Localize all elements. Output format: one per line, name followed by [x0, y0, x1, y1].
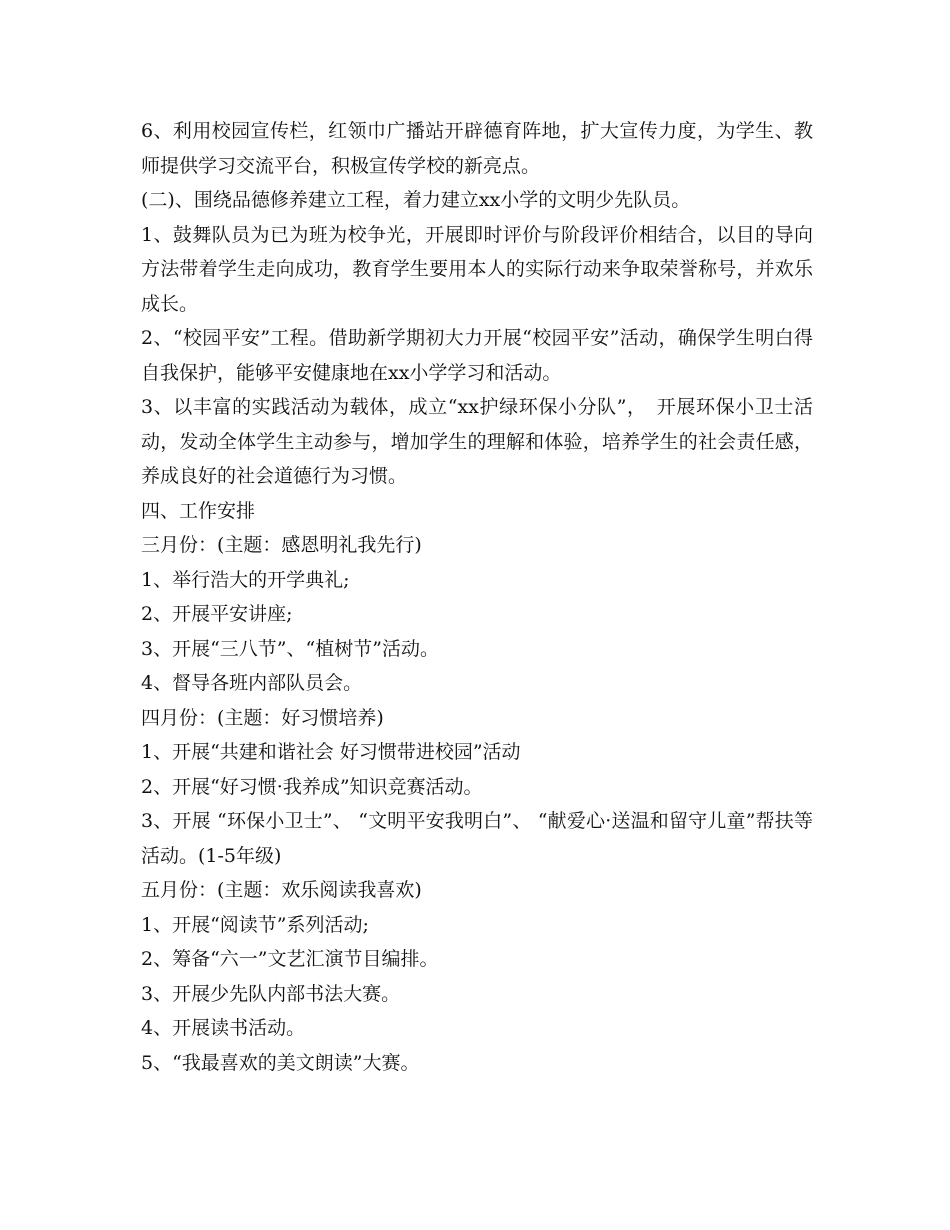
- list-item: 3、开展 “环保小卫士”、 “文明平安我明白”、 “献爱心·送温和留守儿童”帮扶等活动。(1-5年级): [141, 810, 813, 867]
- list-item: 1、开展“阅读节”系列活动;: [141, 913, 369, 936]
- section-heading-work-arrangement: 四、工作安排: [141, 499, 256, 522]
- document-body: [141, 114, 813, 1080]
- list-item: 4、开展读书活动。: [141, 1017, 306, 1039]
- paragraph-item-2-campus-safety: 2、“校园平安”工程。借助新学期初大力开展“校园平安”活动，确保学生明白得自我保护，能够平安健康地在xx小学学习和活动。: [141, 327, 813, 384]
- month-heading-march: 三月份：(主题：感恩明礼我先行): [141, 534, 422, 556]
- paragraph-item-6-publicity: 6、利用校园宣传栏，红领巾广播站开辟德育阵地，扩大宣传力度，为学生、教师提供学习交流平台，积极宣传学校的新亮点。: [141, 120, 813, 177]
- list-item: 3、开展少先队内部书法大赛。: [141, 982, 401, 1005]
- section-heading-moral-cultivation: (二)、围绕品德修养建立工程，着力建立xx小学的文明少先队员。: [141, 189, 691, 211]
- list-item: 4、督导各班内部队员会。: [141, 672, 363, 694]
- paragraph-item-3-environment: 3、以丰富的实践活动为载体，成立“xx护绿环保小分队”， 开展环保小卫士活动，发动全体学生主动参与，增加学生的理解和体验，培养学生的社会责任感，养成良好的社会道德行为习惯。: [141, 396, 813, 487]
- list-item: 3、开展“三八节”、“植树节”活动。: [141, 637, 439, 660]
- list-item: 5、“我最喜欢的美文朗读”大赛。: [141, 1051, 420, 1074]
- list-item: 2、开展“好习惯·我养成”知识竞赛活动。: [141, 775, 483, 798]
- month-heading-april: 四月份：(主题：好习惯培养): [141, 706, 384, 729]
- list-item: 2、开展平安讲座;: [141, 603, 293, 625]
- list-item: 1、开展“共建和谐社会 好习惯带进校园”活动: [141, 741, 521, 763]
- month-heading-may: 五月份：(主题：欢乐阅读我喜欢): [141, 879, 422, 901]
- list-item: 1、举行浩大的开学典礼;: [141, 568, 350, 591]
- list-item: 2、筹备“六一”文艺汇演节目编排。: [141, 948, 439, 970]
- paragraph-item-1-encourage: 1、鼓舞队员为已为班为校争光，开展即时评价与阶段评价相结合，以目的导向方法带着学生走向成功，教育学生要用本人的实际行动来争取荣誉称号，并欢乐成长。: [141, 223, 813, 315]
